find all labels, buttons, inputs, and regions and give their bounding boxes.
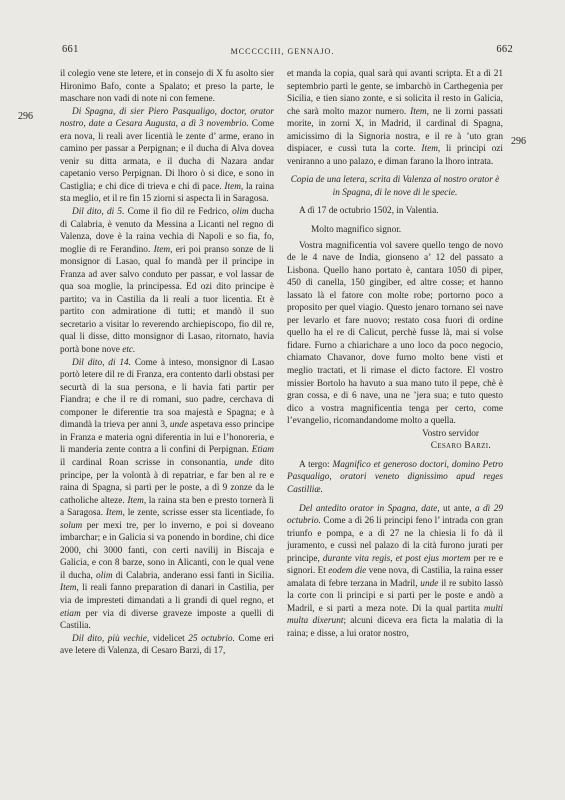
salutation: Molto magnifico signor. bbox=[311, 225, 402, 236]
paragraph: Dil dito, di 14. Come à inteso, monsignor di Lasao portò letere dil re di Franza, era contento darli obstasi per securtà di la sua persona, e li havia fati partir per Fiandra; e che il re di romani, suo padre, cerchava di componer le diferentie tra soa majestà e Spagna; e à dimandà la trieva per anni 3, unde aspetava esso principe in Franza e materia ogni diferentia in lui e l’honoreria, e li manderia zente contra a li confini di Perpignan. Etiam il cardinal Roan scrisse in consonantia, unde dito principe, per la volontà à di repatriar, e far ben al re e raina di Spagna, si partì per le poste, a dì 9 zonze da le catholiche alteze. Item, la raina sta ben e presto tornerà lì a Saragosa. Item, le zente, scrisse esser sta licentiade, fo solum per mexi tre, per lo inverno, e poi si doveano imbarchar; e in Galicia si va ponendo in bordine, chi dice 2000, chi 3000 fanti, con certi navilij in Biscaja e Galicia, e con 8 barze, sono in Alicanti, con le qual vene il ducha, olim di Calabria, anderano essi fanti in Sicilia. Item, li reali fanno preparation di danari in Castilia, per via de impresteti dimandati a li grandi di quel regno, et etiam per via di diverse graveze imposte a quelli di Castilia. bbox=[60, 357, 275, 632]
paragraph: Del antedito orator in Spagna, date, ut ante, a dì 29 octubrio. Come a dì 26 li principi feno l’ intrada con gran triunfo e pompa, e a dì 27 ne la chiesia li fo dà il juramento, e cussì nel palazo di la cità furono jurati per principe, durante vita regis, et post ejus mortem per re e signori. Et eodem die vene nova, di Castilia, la raina esser amalata di febre terzana in Madril, unde il re subito lassò la corte con li principi e si partì per le poste e andò a Madril, e si partì a meza note. Di la qual partita multi multa dixerunt; alcuni diceva era ficta la malatia di la raina; e disse, a lui orator nostro, bbox=[287, 503, 504, 639]
entry-heading: Dil dito, di 14. bbox=[72, 357, 131, 368]
paragraph: Dil dito, più vechie, videlicet 25 octubrio. Come eri ave letere di Valenza, di Cesaro Barzi, di 17, bbox=[60, 633, 274, 657]
right-column bbox=[287, 68, 503, 641]
entry-heading: Dil dito, più vechie, bbox=[72, 633, 150, 644]
running-title: MCCCCCIII, GENNAJO. bbox=[230, 47, 335, 56]
letter-date: A dì 17 de octubrio 1502, in Valentia. bbox=[299, 206, 439, 217]
letter-signoff: Vostro servidor bbox=[422, 428, 479, 439]
letter-title: Copia de una letera, scrita di Valenza al nostro orator è in Spagna, di le nove di le specie. bbox=[290, 175, 500, 198]
margin-number-right: 296 bbox=[511, 136, 526, 147]
entry-heading: Dil dito, di 5. bbox=[72, 207, 125, 218]
paragraph: il colegio vene ste letere, et in consejo di X fu asolto sier Hironimo Bafo, conte a Spalato; et preso la parte, le maschare non vadi di note ni con femene. bbox=[60, 69, 274, 105]
paragraph: Dil dito, di 5. Come il fio dil re Fedrico, olim ducha di Calabria, è venuto da Messina a Licanti nel regno di Valenza, dove è la raina vechia di Napoli e so fia, fo, moglie di re Ferandino. Item, eri poi pranso sonze de li monsignor di Lasao, qual fo mandà per il principe in Franza ad aver salvo conduto per passar, e vol lassar de qua soa moglie, la principessa. Ed ozi dito principe è partito; va in Castilia da li reali a tuor licentia. Et è partito con admiratione di tutti; et mandò il suo secretario a visitar lo reverendo archiepiscopo, fio dil re, qual li disse, ditto monsignor di Lasao, ritornato, havia portà bone nove etc. bbox=[60, 207, 274, 356]
paragraph: et manda la copia, qual sarà qui avanti scripta. Et a dì 21 septembrio partì le gente, se imbarchò in Carthegenia per Sicilia, e tien siano zonte, e si solicita il resto in Galicia, che sarà molto mazor numero. Item, ne li zorni passati morite, in zorni X, in Madrid, il cardinal di Spagna, amicissimo di la Signoria nostra, e il re à ’uto gran dispiacer, e cussì tuta la corte. Item, li principi ozi veniranno a uno palazo, e diman farano la lhoro intrata. bbox=[287, 69, 504, 167]
letter-body: Vostra magnificentia vol savere quello tengo de novo de le 4 nave de India, gionseno a’ 12 del passato a Lisbona. Quello hano portato è, cantara 1050 di piper, 450 di canella, 150 gingiber, ed altre cosse; et hanno lassato là el fatore con molte robe; portorno poco a proposito per quel viagio. Questo jenaro tornano sei nave per levarlo et fare nuovo; restato cosa fuori di ordine quello ha el re di Calicut, perchè fusse là, mai si volse fidare. Furno a chiarichare a uno loco da poco negocio, chiamato Chavanor, dove furno molto bene visti et meglio tractati, et li rimase el dicto factore. El vostro missier Bortolo ha havuto a sua mano tuto il pepe, chè è gran cossa, e di 6 nave, una ne ’jera sua; e tuto questo dico a vostra magnificentia tenga per certo, come l’evangelio, ricomandandome molto a quella. bbox=[287, 240, 503, 427]
paragraph: Di Spagna, di sier Piero Pasqualigo, doctor, orator nostro, date a Cesara Augusta, a dì 3 novembrio. Come era nova, li reali aver licentià le zente d’ arme, erano in camino per passar a Perpignan; e il ducha di Alva dovea venir su ditta armata, e il ducha di Nazara andar capetanio verso Perpignan. Di lhoro ò si dice, e sono in Castiglia; e chi dice di trieva e chi di pace. Item, la raina sta meglio, et il re fin 15 ziorni si aspecta lì in Saragosa. bbox=[60, 106, 274, 205]
margin-number-left: 296 bbox=[18, 111, 33, 122]
page-number-right: 662 bbox=[496, 44, 513, 55]
entry-heading: Di Spagna, di sier Piero Pasqualigo, doctor, orator nostro, date a Cesara Augusta, a dì 3 novembrio. bbox=[60, 106, 274, 130]
letter-signature: Cesaro Barzi. bbox=[430, 441, 491, 452]
entry-heading: Del antedito orator in Spagna, date, bbox=[299, 503, 440, 514]
left-column bbox=[60, 68, 274, 658]
page-number-left: 661 bbox=[62, 44, 79, 55]
letter-address: A tergo: Magnifico et generoso doctori, domino Petro Pasqualigo, oratori veneto dignissimo apud reges Castilliæ. bbox=[287, 459, 503, 495]
